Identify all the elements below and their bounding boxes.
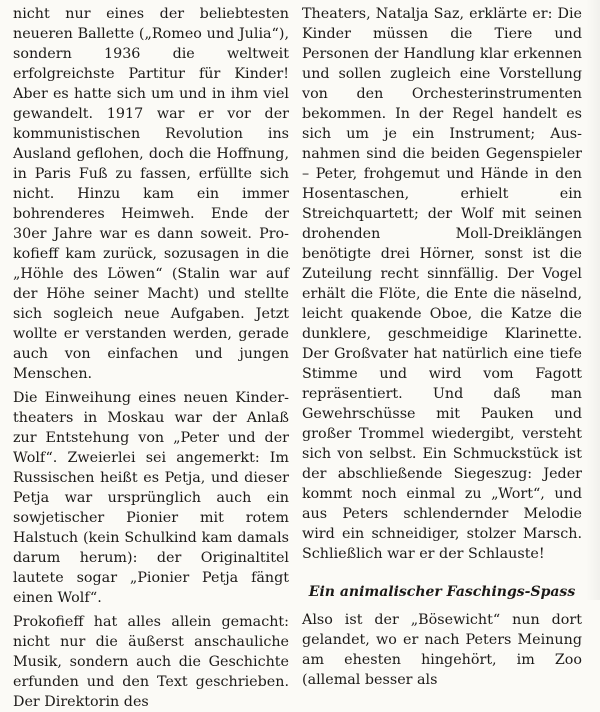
left-column (13, 4, 289, 712)
paragraph-after-subheading: Also ist der „Bösewicht“ nun dort gelandet, wo er nach Peters Meinung am ehesten hingehört, im Zoo (allemal besser als (302, 612, 582, 688)
paragraph-prokofieff-return: nicht nur eines der beliebtesten neueren Ballette („Romeo und Julia“), sondern 1936 die weltweit erfolgreichste Partitur für Kinder! Aber es hatte sich um und in ihm viel gewandelt. 1917 war er vor der kommunistischen Revolution ins Ausland geflohen, doch die Hoffnung, in Paris Fuß zu fassen, erfüllte sich nicht. Hinzu kam ein immer bohrenderes Heimweh. Ende der 30er Jahre war es dann soweit. Prokofieff kam zurück, sozusagen in die „Höhle des Löwen“ (Stalin war auf der Höhe seiner Macht) und stellte sich sogleich neue Aufgaben. Jetzt wollte er verstanden werden, gerade auch von einfachen und jungen Menschen. (13, 6, 289, 382)
paragraph-instruments: Theaters, Natalja Saz, erklärte er: Die Kinder müssen die Tiere und Personen der Handlung klar erkennen und sollen zugleich eine Vorstellung von den Orchesterinstrumenten bekommen. In der Regel handelt es sich um je ein Instrument; Ausnahmen sind die beiden Gegenspieler – Peter, frohgemut und Hände in den Hosentaschen, erhielt ein Streichquartett; der Wolf mit seinen drohenden Moll-Dreiklängen benötigte drei Hörner, sonst ist die Zuteilung recht sinnfällig. Der Vogel erhält die Flöte, die Ente die näselnd, leicht quakende Oboe, die Katze die dunklere, geschmeidige Klarinette. Der Großvater hat natürlich eine tiefe Stimme und wird vom Fagott repräsentiert. Und daß man Gewehrschüsse mit Pauken und großer Trommel wiedergibt, versteht sich von selbst. Ein Schmuckstück ist der abschließende Siegeszug: Jeder kommt noch einmal zu „Wort“, und aus Peters schlendernder Melodie wird ein schneidiger, stolzer Marsch. Schließlich war er der Schlauste! (302, 6, 582, 562)
section-subheading: Ein animalischer Faschings-Spass (308, 584, 576, 600)
page-edge-shadow (586, 0, 600, 600)
paragraph-theater-origin: Die Einweihung eines neuen Kindertheaters in Moskau war der Anlaß zur Entstehung von „Peter und der Wolf“. Zweierlei sei angemerkt: Im Russischen heißt es Petja, und dieser Petja war ursprünglich auch ein sowjetischer Pionier mit rotem Halstuch (kein Schulkind kam damals darum herum): der Originaltitel lautete sogar „Pionier Petja fängt einen Wolf“. (13, 390, 289, 606)
right-column (302, 4, 582, 690)
paragraph-prokofieff-authorship: Prokofieff hat alles allein gemacht: nicht nur die äußerst anschauliche Musik, sondern auch die Geschichte erfunden und den Text geschrieben. Der Direktorin des (13, 614, 289, 710)
